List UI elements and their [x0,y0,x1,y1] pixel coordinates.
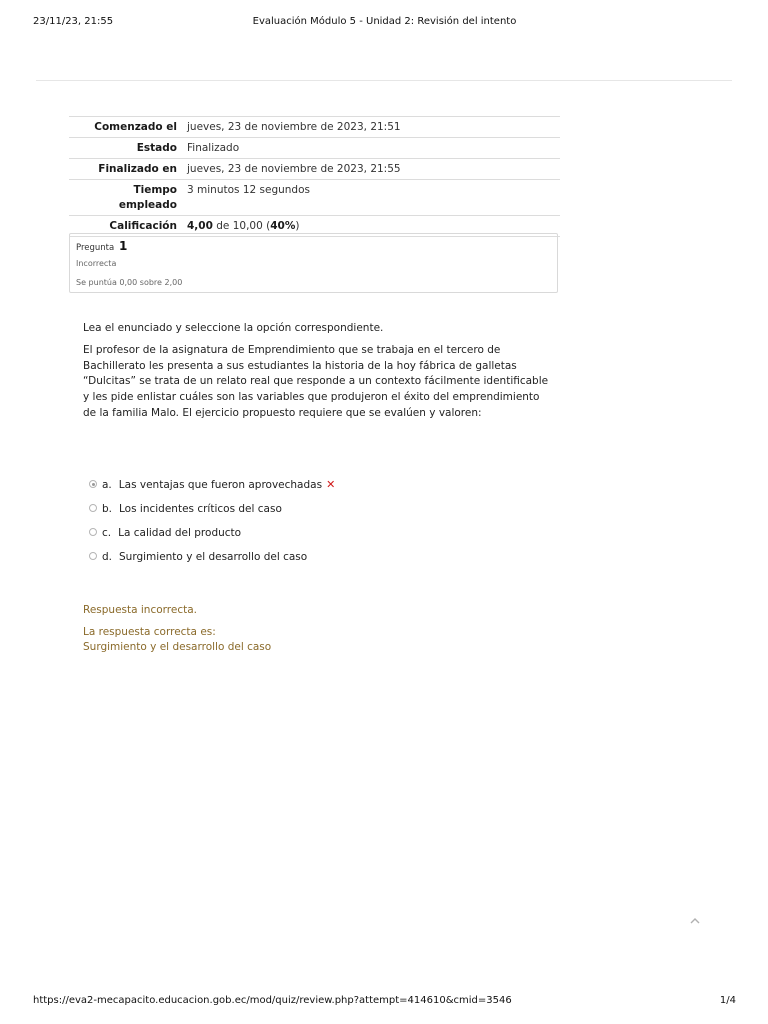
question-text [83,321,553,428]
print-footer [33,995,736,1009]
answer-letter: d. [102,551,113,563]
attempt-summary-table [69,116,560,237]
grade-close: ) [295,220,300,232]
summary-label-line: Tiempo [133,184,177,196]
summary-label: Calificación [109,220,177,232]
print-url: https://eva2-mecapacito.educacion.gob.ec/mod/quiz/review.php?attempt=414610&cmid=3546 [33,995,512,1006]
summary-row-state [69,138,560,159]
answer-option-c[interactable] [89,525,335,549]
header-divider [36,80,732,81]
answer-text: Surgimiento y el desarrollo del caso [119,551,308,563]
summary-value: Finalizado [187,142,240,154]
question-grade: Se puntúa 0,00 sobre 2,00 [76,278,183,287]
question-instruction: Lea el enunciado y seleccione la opción correspondiente. [83,322,384,334]
question-feedback [83,603,271,656]
print-page-number: 1/4 [719,995,736,1006]
question-label: Pregunta [76,243,115,253]
radio-selected-icon[interactable] [89,480,97,488]
answer-letter: b. [102,503,113,515]
grade-of: de 10,00 ( [212,220,271,232]
answer-option-d[interactable] [89,549,335,573]
answer-text: Las ventajas que fueron aprovechadas [118,479,323,491]
summary-label: Estado [136,142,177,154]
grade-score: 4,00 [187,220,213,232]
answer-letter: c. [102,527,112,539]
question-state: Incorrecta [76,259,117,268]
summary-value: 3 minutos 12 segundos [187,184,310,196]
feedback-correct-label: La respuesta correcta es: [83,625,216,638]
radio-icon[interactable] [89,504,97,512]
feedback-correct-answer: Surgimiento y el desarrollo del caso [83,641,272,653]
answer-option-a[interactable] [89,477,335,501]
summary-row-time [69,180,560,216]
grade-percent: 40% [270,220,296,232]
summary-value: jueves, 23 de noviembre de 2023, 21:51 [187,121,401,133]
summary-row-finished [69,159,560,180]
summary-value: jueves, 23 de noviembre de 2023, 21:55 [187,163,401,175]
summary-label-line: empleado [118,199,177,211]
summary-label [69,180,182,216]
feedback-incorrect: Respuesta incorrecta. [83,604,198,616]
summary-label: Comenzado el [94,121,177,133]
summary-label: Finalizado en [98,163,177,175]
incorrect-mark-icon: ✕ [326,478,336,491]
question-info-box [69,233,558,293]
chevron-up-icon[interactable] [688,914,702,928]
answer-text: La calidad del producto [118,527,242,539]
print-header [33,16,736,30]
answer-list [89,477,335,573]
print-page-title: Evaluación Módulo 5 - Unidad 2: Revisión del intento [252,16,517,27]
answer-letter: a. [102,479,112,491]
print-datetime: 23/11/23, 21:55 [33,16,114,27]
question-number [76,239,127,253]
answer-option-b[interactable] [89,501,335,525]
answer-text: Los incidentes críticos del caso [119,503,282,515]
question-body: El profesor de la asignatura de Emprendimiento que se trabaja en el tercero de Bachillerato les presenta a sus estudiantes la historia de la hoy fábrica de galletas “Dulcitas” se trata de un relato real que responde a un contexto fácilmente identificable y les pide enlistar cuáles son las variables que produjeron el éxito del emprendimiento de la familia Malo. El ejercicio propuesto requiere que se evalúen y valoren: [83,343,549,419]
radio-icon[interactable] [89,552,97,560]
radio-icon[interactable] [89,528,97,536]
summary-row-started [69,117,560,138]
question-number-value: 1 [118,239,128,253]
